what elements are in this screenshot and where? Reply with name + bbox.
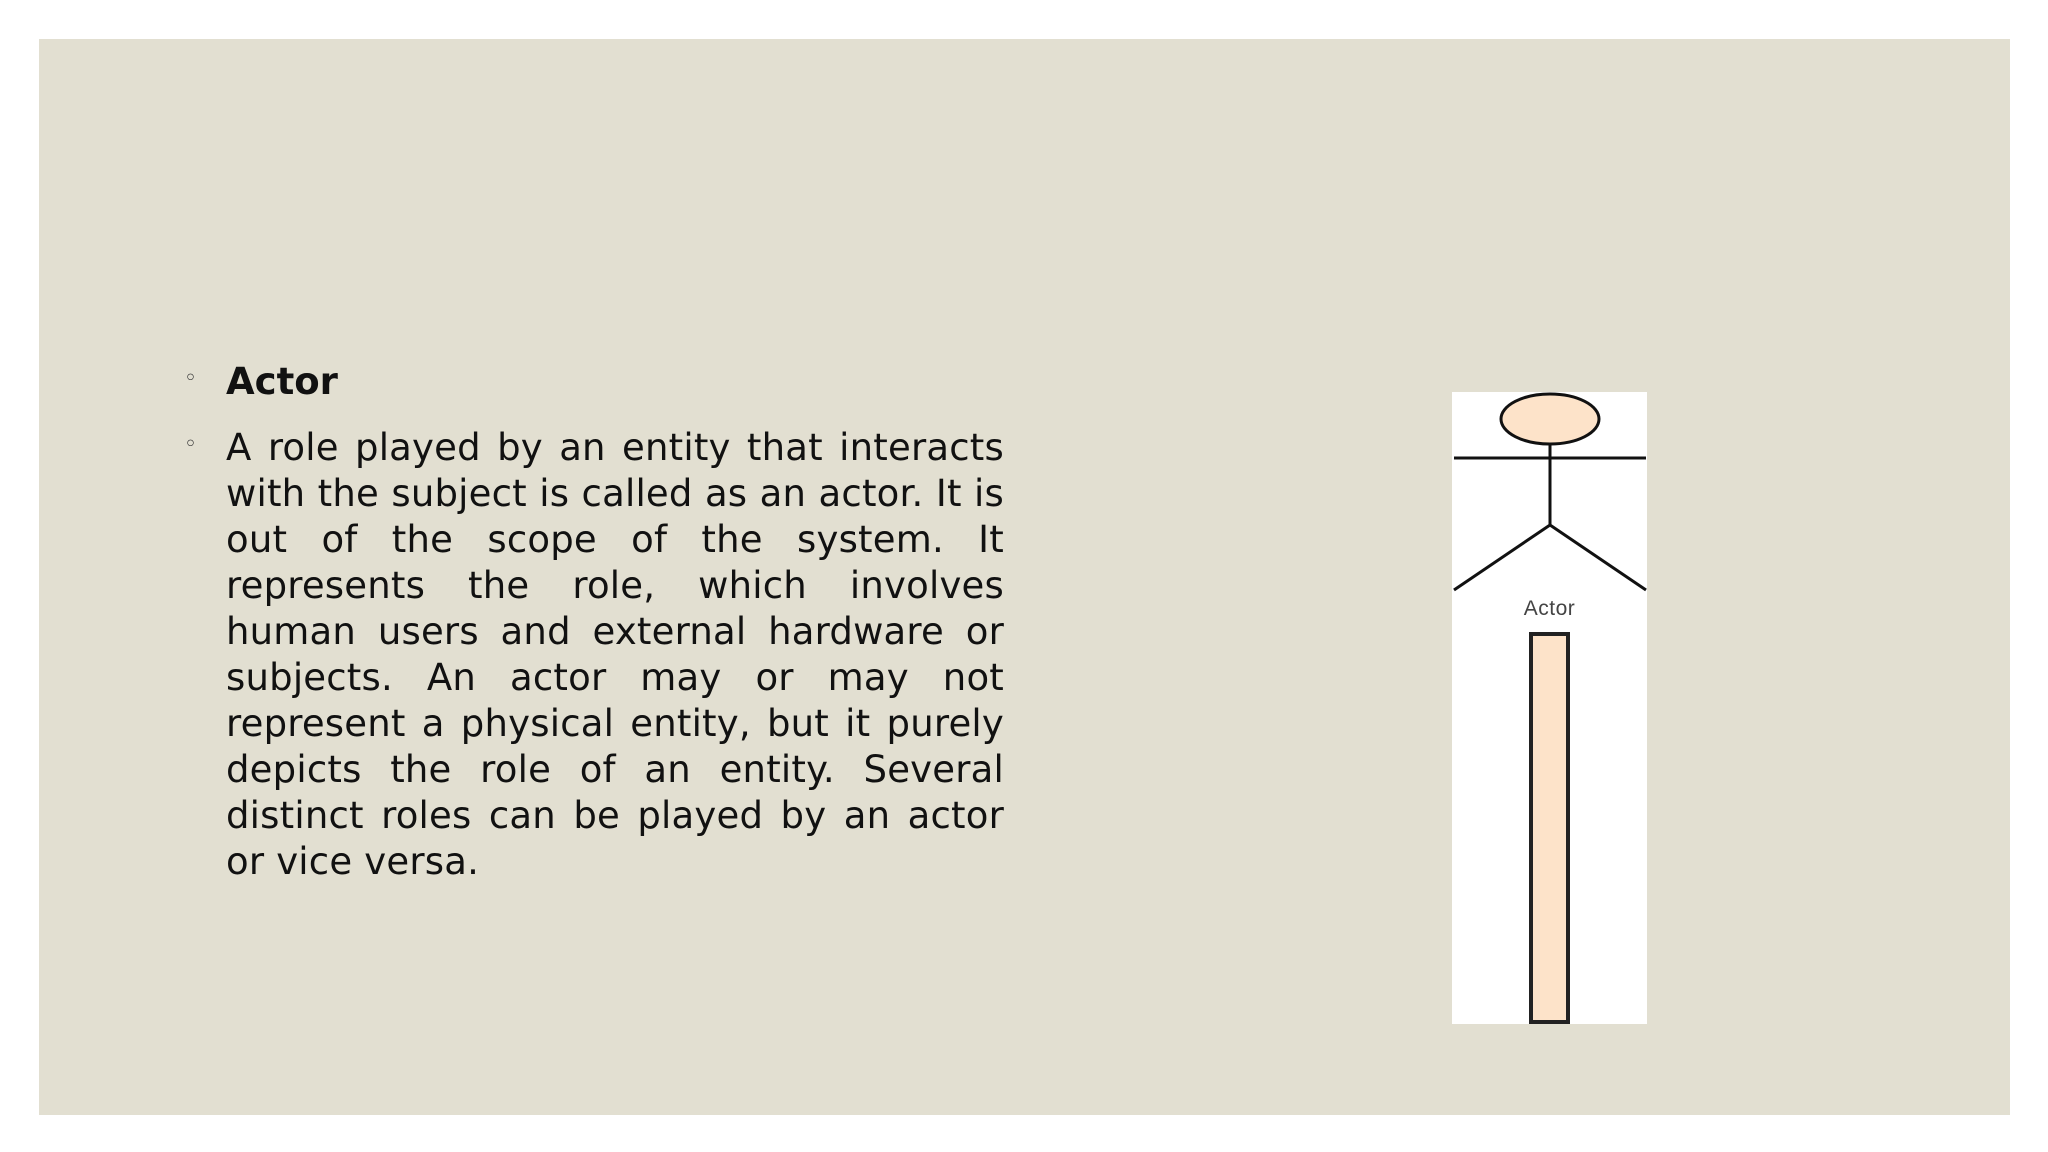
slide [39,39,2010,1115]
bullet-heading [184,359,1004,405]
stick-figure-svg [1452,392,1647,1024]
actor-lifeline-figure [1452,392,1647,1024]
bullet-marker: ◦ [184,432,197,457]
actor-label: Actor [1523,597,1576,620]
actor-left-leg [1454,525,1550,590]
actor-right-leg [1550,525,1646,590]
bullet-description [184,425,1004,885]
actor-description: A role played by an entity that interacts with the subject is called as an actor. It is out of the scope of the system. It represents the role, which involves human users and external hardware or subjects. An actor may or may not represent a physical entity, but it purely depicts the role of an entity. Several distinct roles can be played by an actor or vice versa. [226,426,1004,883]
slide-text-body [184,359,1004,885]
actor-lifeline [1531,634,1568,1022]
actor-head [1501,394,1599,444]
bullet-marker: ◦ [184,366,197,391]
actor-heading: Actor [226,360,338,403]
